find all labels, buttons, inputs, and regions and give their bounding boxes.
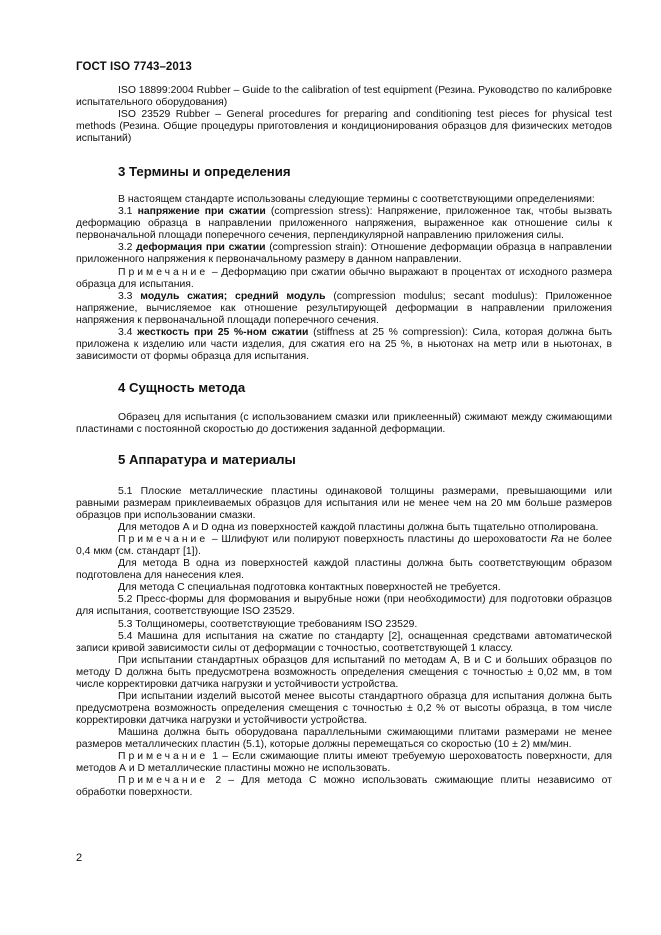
- clause-5-4-products: При испытании изделий высотой менее высоты стандартного образца для испытания должна быть предусмотрена возможность определения смещения с точностью ± 0,2 % от высоты образца, в том числе корректировки датчика нагрузки и устойчивости устройства.: [76, 690, 612, 726]
- clause-5-4-standard-specimens: При испытании стандартных образцов для испытаний по методам А, В и С и больших образцов по методу D должна быть предусмотрена возможность определения смещения с точностью ± 0,02 мм, в том числе корректировки датчика нагрузки и устойчивости устройства.: [76, 654, 612, 690]
- term-3-2: 3.2 деформация при сжатии (compression strain): Отношение деформации образца в направлении приложенного напряжения к первоначальному размеру в данном направлении.: [76, 242, 612, 266]
- clause-5-1-method-b: Для метода В одна из поверхностей каждой пластины должна быть соответствующим образом подготовлена для нанесения клея.: [76, 558, 612, 582]
- document-body: [76, 85, 612, 799]
- section-4-heading: 4 Сущность метода: [118, 379, 246, 395]
- clause-5-1-methods-a-d: Для методов А и D одна из поверхностей каждой пластины должна быть тщательно отполирована.: [118, 522, 599, 534]
- section-3-heading: 3 Термины и определения: [118, 164, 291, 180]
- term-3-1: 3.1 напряжение при сжатии (compression stress): Напряжение, приложенное так, чтобы вызвать деформацию образца в направлении приложенного напряжения, выраженное как отношение силы к первоначальной площади поперечного сечения, перпендикулярной направлению приложения силы.: [76, 206, 612, 242]
- reference-iso-23529: ISO 23529 Rubber – General procedures for preparing and conditioning test pieces for physical test methods (Резина. Общие процедуры приготовления и кондиционирования образцов для физических методов испытаний): [76, 109, 612, 145]
- clause-5-1: 5.1 Плоские металлические пластины одинаковой толщины размерами, превышающими или равными размерам приклеиваемых образцов для испытания или не менее чем на 20 мм больше размеров образцов при использовании смазки.: [76, 485, 612, 522]
- section-3-intro: В настоящем стандарте использованы следующие термины с соответствующими определениями:: [118, 194, 595, 206]
- clause-5-4-plates: Машина должна быть оборудована параллельными сжимающими плитами размерами не менее размеров металлических пластин (5.1), которые должны перемещаться со скоростью (10 ± 2) мм/мин.: [76, 726, 612, 750]
- term-3-3: 3.3 модуль сжатия; средний модуль (compression modulus; secant modulus): Приложенное напряжение, вычисляемое как отношение результирующей деформации в направлении приложения напряжения к первоначальной площади поперечного сечения.: [76, 290, 612, 326]
- note-5-1: Примечание – Шлифуют или полируют поверхность пластины до шероховатости Ra не более 0,4 мкм (см. стандарт [1]).: [76, 534, 612, 558]
- note-5-4-1: Примечание 1 – Если сжимающие плиты имеют требуемую шероховатость поверхности, для методов А и D металлические пластины можно не использовать.: [76, 751, 612, 775]
- section-5-heading: 5 Аппаратура и материалы: [118, 451, 296, 467]
- term-3-4: 3.4 жесткость при 25 %-ном сжатии (stiffness at 25 % compression): Сила, которая должна быть приложена к изделию или части изделия, для сжатия его на 25 %, в ньютонах на метр или в ньютонах, в зависимости от формы образца для испытания.: [76, 326, 613, 362]
- clause-5-3: 5.3 Толщиномеры, соответствующие требованиям ISO 23529.: [118, 618, 418, 630]
- clause-5-1-method-c: Для метода С специальная подготовка контактных поверхностей не требуется.: [118, 582, 501, 594]
- clause-5-2: 5.2 Пресс-формы для формования и вырубные ножи (при необходимости) для подготовки образцов для испытания, соответствующие ISO 23529.: [76, 594, 612, 618]
- section-4-text: Образец для испытания (с использованием смазки или приклеенный) сжимают между сжимающими пластинами с постоянной скоростью до достижения заданной деформации.: [76, 411, 612, 435]
- reference-iso-18899: ISO 18899:2004 Rubber – Guide to the calibration of test equipment (Резина. Руководство по калибровке испытательного оборудования): [76, 85, 612, 109]
- page-number: 2: [76, 852, 83, 864]
- document-header: ГОСТ ISO 7743–2013: [76, 61, 192, 73]
- clause-5-4: 5.4 Машина для испытания на сжатие по стандарту [2], оснащенная средствами автоматической записи кривой зависимости силы от деформации с точностью, соответствующей 1 классу.: [76, 630, 612, 654]
- note-5-4-2: Примечание 2 – Для метода С можно использовать сжимающие плиты независимо от обработки поверхности.: [76, 775, 612, 799]
- note-3-2: Примечание – Деформацию при сжатии обычно выражают в процентах от исходного размера образца для испытания.: [76, 266, 612, 290]
